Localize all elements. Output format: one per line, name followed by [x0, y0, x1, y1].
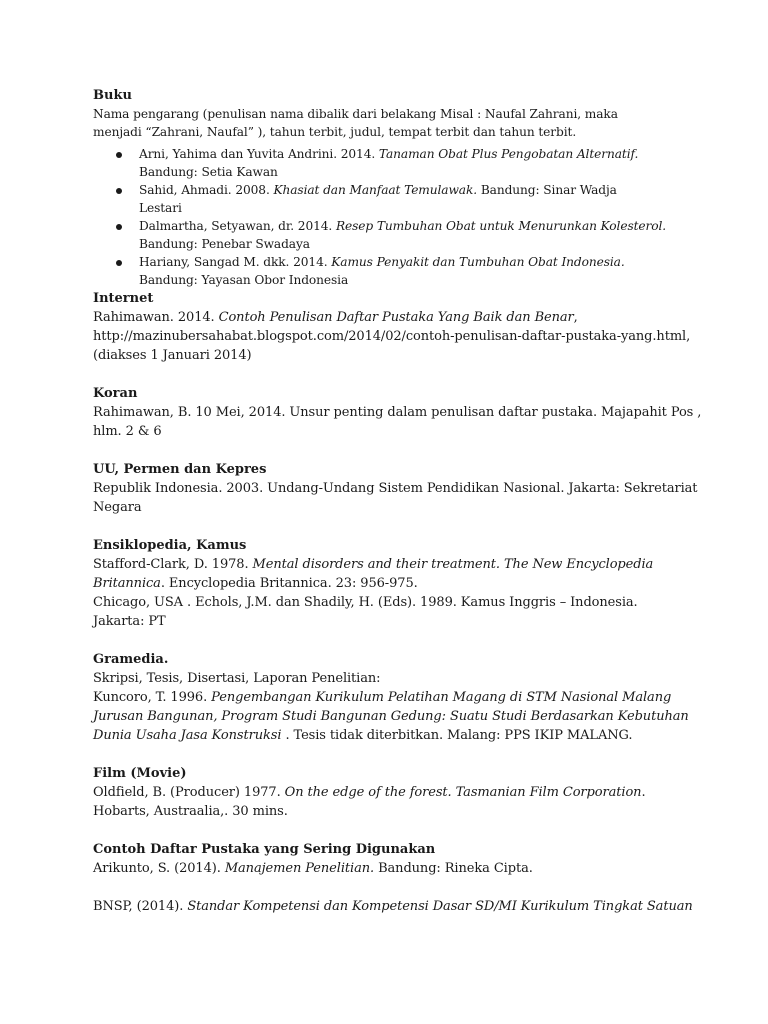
ref-text: Bandung: Rineka Cipta.: [374, 861, 533, 876]
ref-text: ,: [573, 310, 578, 325]
ref-text: Rahimawan. 2014.: [93, 310, 219, 325]
koran-line-1: Rahimawan, B. 10 Mei, 2014. Unsur penting dalam penulisan daftar pustaka. Majapahit Pos ,: [93, 405, 702, 420]
gramedia-line-3: [93, 707, 689, 726]
ref-text: Arni, Yahima dan Yuvita Andrini. 2014.: [139, 147, 379, 161]
ref-title: Britannica: [93, 576, 161, 591]
ref-title: Khasiat dan Manfaat Temulawak.: [273, 183, 478, 197]
ref-title: On the edge of the forest. Tasmanian Film Corporation: [284, 785, 642, 800]
section-heading-buku: Buku: [93, 88, 132, 103]
section-heading-internet: Internet: [93, 291, 154, 306]
film-line-1: [93, 783, 683, 802]
ref-text: Hariany, Sangad M. dkk. 2014.: [139, 255, 332, 269]
ref-text: Lestari: [139, 201, 182, 215]
ref-title: Tanaman Obat Plus Pengobatan Alternatif.: [378, 147, 639, 161]
list-item: [93, 217, 683, 253]
gramedia-line-4: [93, 726, 683, 745]
bullet-icon: [116, 224, 122, 230]
buku-intro-line-2: menjadi “Zahrani, Naufal” ), tahun terbit, judul, tempat terbit dan tahun terbit.: [93, 125, 577, 139]
buku-reference-list: [93, 145, 683, 289]
ref-text: Bandung: Yayasan Obor Indonesia: [139, 273, 349, 287]
section-heading-ensiklopedia: Ensiklopedia, Kamus: [93, 538, 247, 553]
ref-title: Kamus Penyakit dan Tumbuhan Obat Indonesia.: [331, 255, 625, 269]
ref-title: Jurusan Bangunan, Program Studi Bangunan Gedung: Suatu Studi Berdasarkan Kebutuhan: [93, 709, 689, 724]
internet-line-1: [93, 308, 683, 327]
internet-line-3: (diakses 1 Januari 2014): [93, 348, 252, 363]
ensiklopedia-line-4: Jakarta: PT: [93, 614, 166, 629]
ref-text: Arikunto, S. (2014).: [93, 861, 225, 876]
list-item: [93, 145, 683, 181]
section-heading-contoh: Contoh Daftar Pustaka yang Sering Digunakan: [93, 842, 436, 857]
ref-text: BNSP, (2014).: [93, 899, 188, 914]
uu-line-1: Republik Indonesia. 2003. Undang-Undang Sistem Pendidikan Nasional. Jakarta: Sekretariat: [93, 481, 698, 496]
section-heading-koran: Koran: [93, 386, 138, 401]
section-heading-uu: UU, Permen dan Kepres: [93, 462, 267, 477]
ref-text: Bandung: Setia Kawan: [139, 165, 278, 179]
koran-line-2: hlm. 2 & 6: [93, 424, 162, 439]
ref-text: Bandung: Penebar Swadaya: [139, 237, 310, 251]
ref-title: Standar Kompetensi dan Kompetensi Dasar SD/MI Kurikulum Tingkat Satuan: [187, 899, 693, 914]
uu-line-2: Negara: [93, 500, 142, 515]
bullet-icon: [116, 260, 122, 266]
bullet-icon: [116, 152, 122, 158]
ensiklopedia-line-2: [93, 574, 683, 593]
section-heading-film: Film (Movie): [93, 766, 187, 781]
ref-text: Oldfield, B. (Producer) 1977.: [93, 785, 285, 800]
document-page: [93, 86, 702, 916]
ref-text: . Tesis tidak diterbitkan. Malang: PPS IKIP MALANG.: [281, 728, 633, 743]
gramedia-line-1: Skripsi, Tesis, Disertasi, Laporan Penelitian:: [93, 671, 381, 686]
contoh-line-1: [93, 859, 683, 878]
internet-url: http://mazinubersahabat.blogspot.com/2014/02/contoh-penulisan-daftar-pustaka-yang.html,: [93, 329, 691, 344]
ref-title: Dunia Usaha Jasa Konstruksi: [93, 728, 282, 743]
ref-text: Stafford-Clark, D. 1978.: [93, 557, 253, 572]
ref-text: . Encyclopedia Britannica. 23: 956-975.: [160, 576, 418, 591]
section-heading-gramedia: Gramedia.: [93, 652, 169, 667]
ref-text: Kuncoro, T. 1996.: [93, 690, 212, 705]
ref-title: Pengembangan Kurikulum Pelatihan Magang di STM Nasional Malang: [211, 690, 672, 705]
list-item: [93, 181, 683, 217]
list-item: [93, 253, 683, 289]
film-line-2: Hobarts, Austraalia,. 30 mins.: [93, 804, 288, 819]
ref-title: Contoh Penulisan Daftar Pustaka Yang Baik dan Benar: [218, 310, 574, 325]
ref-text: .: [641, 785, 646, 800]
gramedia-line-2: [93, 688, 683, 707]
ref-text: Sahid, Ahmadi. 2008.: [139, 183, 274, 197]
bullet-icon: [116, 188, 122, 194]
buku-intro-line-1: Nama pengarang (penulisan nama dibalik dari belakang Misal : Naufal Zahrani, maka: [93, 107, 618, 121]
ref-text: Bandung: Sinar Wadja: [477, 183, 617, 197]
ref-title: Mental disorders and their treatment. The New Encyclopedia: [252, 557, 654, 572]
ref-text: Dalmartha, Setyawan, dr. 2014.: [139, 219, 336, 233]
ref-title: Manajemen Penelitian.: [224, 861, 375, 876]
contoh-line-2: [93, 897, 693, 916]
ensiklopedia-line-1: [93, 555, 683, 574]
ref-title: Resep Tumbuhan Obat untuk Menurunkan Kolesterol.: [335, 219, 667, 233]
ensiklopedia-line-3: Chicago, USA . Echols, J.M. dan Shadily, H. (Eds). 1989. Kamus Inggris – Indonesia.: [93, 595, 638, 610]
